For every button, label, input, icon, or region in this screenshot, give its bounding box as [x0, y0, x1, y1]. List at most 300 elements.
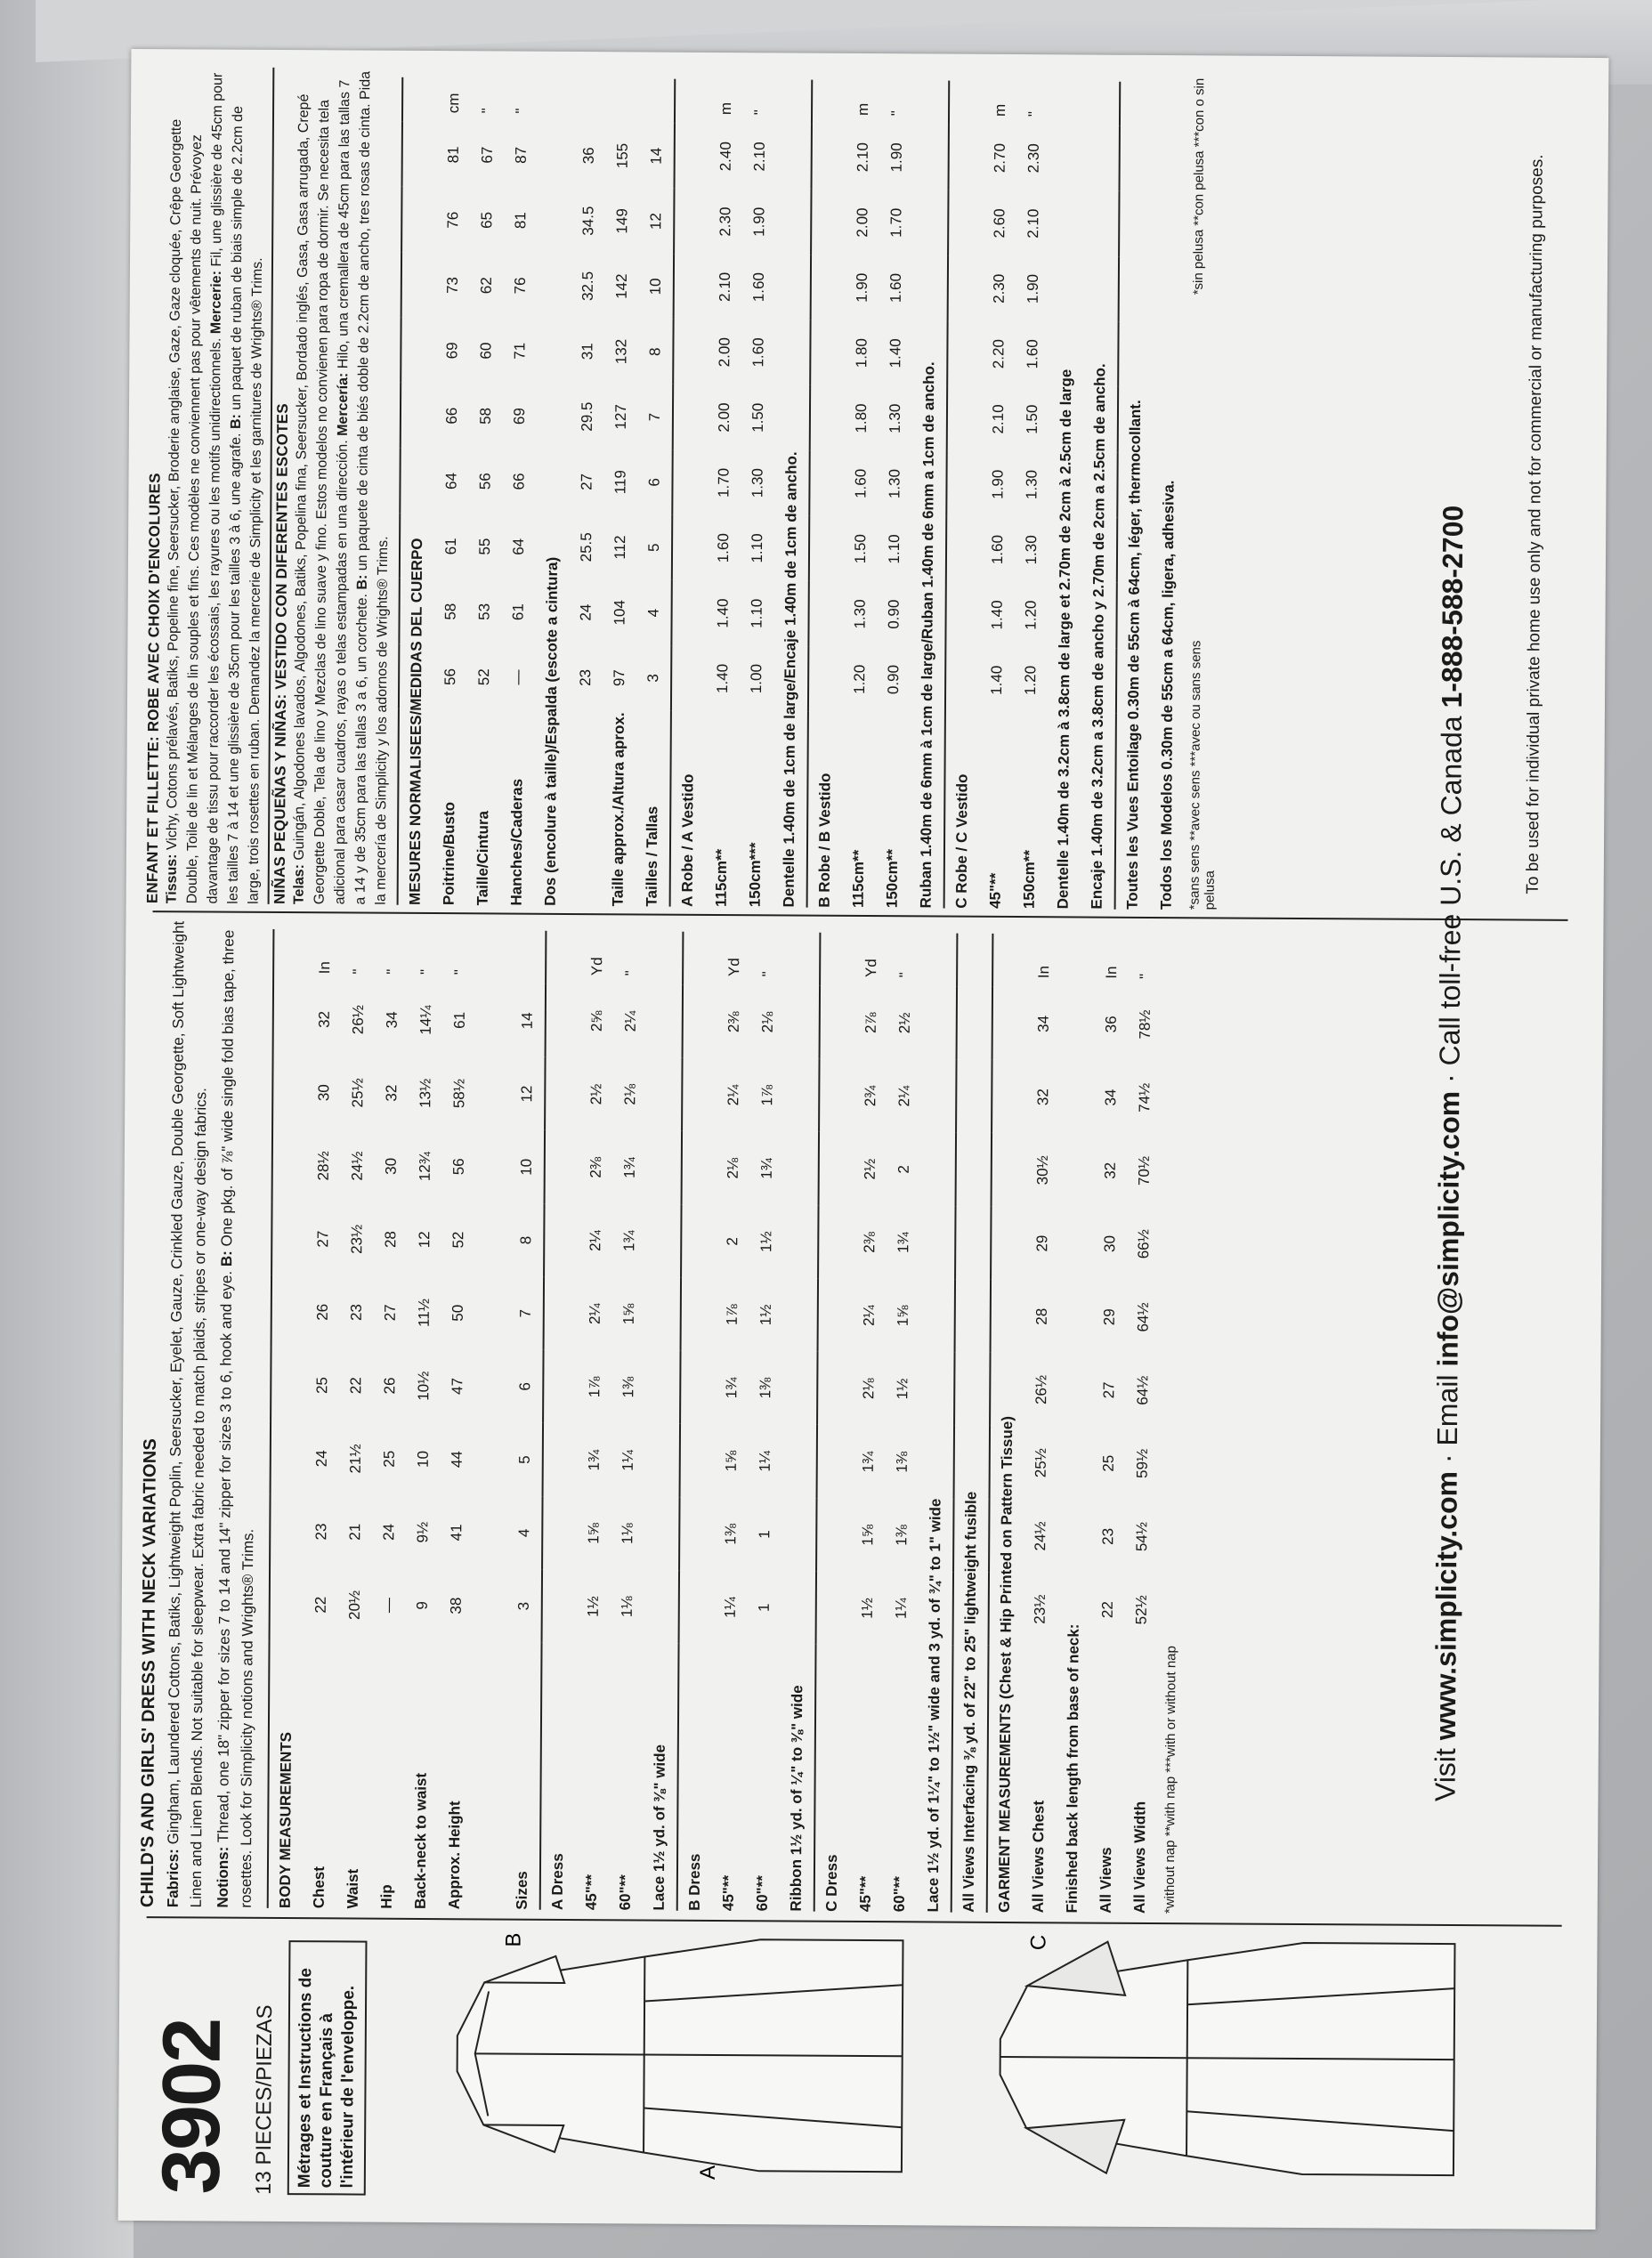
garment-length-row-label: All Views: [1097, 1847, 1115, 1914]
b-dress-row-label: 45"**: [719, 1874, 737, 1912]
body-row-value: 14¼: [417, 1005, 434, 1035]
pattern-number: 3902: [145, 2019, 238, 2195]
c-dress-row-value: 1¾: [895, 1232, 912, 1253]
body-row-value: 41: [448, 1524, 466, 1542]
metric-sizes-row: [636, 78, 676, 906]
robe-c-trim-es-text: Encaje 1.40m de 3.2cm a 3.8cm de ancho y 2.70m de 2cm a 2.5cm de ancho.: [1088, 363, 1109, 910]
robe-b-row-value: 2.00: [854, 207, 871, 238]
envelope-back: [118, 49, 1609, 2230]
b-dress-row-unit: ": [759, 971, 777, 977]
a-dress-row-unit: ": [622, 970, 640, 976]
a-dress-row-value: 1½: [584, 1596, 602, 1617]
robe-a-row-value: 1.10: [748, 598, 765, 628]
c-lace-note-text: Lace 1½ yd. of 1¼" to 1½" wide and 3 yd. of ¾" to 1" wide: [924, 1498, 944, 1913]
a-dress-row-value: 2¼: [621, 1010, 639, 1032]
a-dress-row-value: 2⅛: [621, 1083, 639, 1105]
back-neck-label-text: Dos (encolure à taille)/Espalda (escote a cintura): [541, 556, 561, 906]
spanish-title: NIÑAS PEQUEÑAS Y NIÑAS: VESTIDO CON DIFERENTES ESCOTES: [268, 68, 295, 904]
robe-c-row-unit: ": [1025, 111, 1043, 117]
garment-chest-row-value: 28: [1032, 1307, 1050, 1325]
robe-b-row-value: 1.30: [851, 599, 869, 629]
robe-a-trim-text: Dentelle 1.40m de 1cm de large/Encaje 1.40m de 1cm de ancho.: [780, 451, 800, 908]
body-row-value: 34: [383, 1011, 401, 1029]
garment-length-row-value: 23: [1099, 1527, 1117, 1545]
garment-chest-row-value: 25½: [1032, 1448, 1049, 1478]
body-row-value: 56: [449, 1158, 467, 1176]
back-neck-row-value: 29.5: [578, 401, 596, 432]
back-neck-row-value: 34.5: [579, 206, 597, 236]
b-dress-header-text: B Dress: [677, 932, 718, 1911]
body-row-value: —: [379, 1598, 397, 1614]
spacer: [472, 930, 512, 1909]
robe-b-row-value: 0.90: [885, 599, 903, 629]
robe-b-row-value: 0.90: [885, 664, 903, 695]
sizes-row-unit: [511, 931, 546, 984]
sizes-row-label: Sizes: [513, 1871, 530, 1910]
body-row-label: Hip: [377, 1884, 395, 1909]
robe-c-row-value: 2.30: [990, 273, 1008, 303]
c-dress-row-label: 60"**: [890, 1876, 908, 1913]
body-row-value: 28½: [314, 1151, 332, 1181]
divider: [153, 910, 1568, 921]
metric-sizes-row-value: 4: [644, 608, 662, 618]
robe-b-row-value: 1.30: [886, 403, 904, 433]
b-dress-row-value: 1½: [757, 1231, 775, 1253]
english-column: [138, 919, 1568, 1916]
garment-length-row-value: 22: [1098, 1601, 1116, 1619]
metric-sizes-row-value: 12: [647, 213, 665, 231]
metric-body-row-value: 60: [477, 342, 495, 360]
robe-a-row-label: 150cm***: [746, 842, 765, 908]
body-row-value: 27: [314, 1230, 332, 1248]
robe-b-row-value: 2.10: [854, 142, 871, 173]
usage-notice: To be used for individual private home use only and not for commercial or manufacturing purposes.: [1523, 154, 1547, 894]
height-row-value: 149: [613, 208, 631, 234]
body-row-value: 44: [448, 1451, 466, 1469]
metric-body-row-unit: ": [513, 108, 530, 114]
body-row-value: 26: [313, 1303, 331, 1321]
metric-body-row-label: Taille/Cintura: [474, 810, 492, 906]
height-row-value: 112: [611, 535, 629, 560]
robe-c-row-label: 150cm**: [1020, 849, 1038, 910]
notions-paragraph: [212, 920, 264, 1908]
garment-measurements-header-text: GARMENT MEASUREMENTS (Chest & Hip Printed on Pattern Tissue): [987, 934, 1028, 1913]
robe-b-row-value: 1.90: [887, 142, 905, 173]
b-dress-row-value: 2: [724, 1237, 741, 1246]
sizes-row-value: 14: [518, 1012, 536, 1030]
c-dress-row-value: 2⅜: [861, 1231, 879, 1253]
mercerie-b-label: B:: [228, 414, 244, 430]
body-row-value: 12: [416, 1231, 433, 1249]
b-dress-row-value: 2¼: [725, 1084, 742, 1106]
metric-body-row-value: 76: [511, 277, 529, 295]
metric-sizes-row-value: 10: [646, 278, 664, 295]
garment-length-row-value: 34: [1102, 1089, 1120, 1106]
garment-chest-row-label: All Views Chest: [1029, 1800, 1048, 1914]
body-row-value: 20½: [345, 1590, 363, 1621]
garment-width-row-value: 66½: [1135, 1229, 1153, 1259]
metric-body-row-value: 61: [442, 538, 460, 555]
robe-c-row-value: 2.30: [1024, 143, 1042, 174]
robe-c-row-label: 45"**: [986, 872, 1004, 909]
robe-c-trim-es: [1081, 82, 1121, 910]
a-dress-row-value: 2¼: [586, 1303, 603, 1325]
b-dress-row-value: 1⅜: [722, 1523, 740, 1545]
body-row-value: 24: [312, 1450, 330, 1468]
garment-chest-row-value: 32: [1034, 1089, 1052, 1106]
body-row-value: 61: [450, 1011, 468, 1029]
b-dress-row-value: 2⅜: [725, 1011, 742, 1033]
robe-c-row-value: 1.60: [988, 534, 1007, 565]
garment-chest-row-value: 23½: [1031, 1594, 1049, 1624]
robe-c-row-value: 1.50: [1023, 404, 1041, 434]
english-footnote: *without nap **with nap ***with or without nap: [1162, 1646, 1179, 1914]
robe-b-row-value: 1.60: [887, 272, 904, 303]
robe-b-row: [876, 80, 915, 908]
back-neck-row-value: 32.5: [579, 271, 596, 302]
body-row-value: 52: [449, 1231, 467, 1249]
body-row-value: 23: [312, 1523, 330, 1541]
b-dress-row-value: 1: [756, 1530, 773, 1539]
spacer-text: [472, 930, 512, 1909]
view-label-b: B: [501, 1932, 526, 1947]
a-dress-row-value: 2⅜: [587, 1156, 604, 1178]
robe-c-row-value: 1.40: [988, 600, 1006, 630]
garment-chest-row-unit: In: [1035, 965, 1053, 979]
garment-chest-row-value: 34: [1034, 1015, 1052, 1032]
metric-body-row-value: 66: [510, 473, 528, 490]
interfacing-es: [1150, 82, 1189, 910]
body-row-value: 30: [382, 1157, 400, 1175]
mercerie-b-text: un paquet de ruban de biais simple de 2.2cm de large, trois rosettes en ruban. Demandez la mercerie de Simplicity et les garnitures de Wrights® Trims.: [228, 106, 266, 904]
body-row-label: Waist: [344, 1868, 361, 1909]
metric-body-row-label: Poitrine/Busto: [440, 801, 458, 906]
b-dress-row-value: 1¼: [721, 1597, 739, 1618]
merceria-b-label: B:: [354, 574, 370, 590]
metric-sizes-row-label: Tailles / Tallas: [643, 805, 661, 907]
robe-c-row-value: 1.90: [1024, 273, 1041, 304]
metric-sizes-row-value: 5: [645, 543, 663, 553]
c-lace-note: [917, 933, 958, 1912]
robe-a-row-value: 2.10: [716, 271, 733, 303]
a-lace-note: [643, 932, 684, 1911]
metric-body-row-unit: ": [479, 108, 497, 114]
body-row-value: 28: [382, 1231, 400, 1249]
a-dress-row-value: 1¼: [619, 1449, 636, 1471]
c-dress-row-value: 1⅝: [894, 1305, 911, 1327]
garment-length-row-unit: In: [1103, 966, 1121, 979]
phone-prefix: · Call toll-free U.S. & Canada: [1433, 708, 1468, 1091]
body-row-value: 23½: [348, 1224, 366, 1254]
garment-width-row-value: 64½: [1134, 1302, 1152, 1332]
robe-b-row-value: 1.40: [887, 338, 904, 368]
garment-length-row-value: 32: [1101, 1161, 1119, 1179]
robe-a-trim: [773, 79, 813, 907]
metric-body-row-value: 58: [476, 407, 495, 425]
robe-b-row-value: 1.60: [852, 468, 870, 498]
phone-number: 1-888-588-2700: [1435, 505, 1470, 708]
metric-sizes-row-value: 6: [645, 478, 663, 487]
english-yardage-table: [267, 929, 1163, 1914]
back-neck-row-value: 24: [577, 603, 595, 621]
body-row-label: Chest: [310, 1865, 328, 1909]
metric-measurements-header-text: MESURES NORMALISEES/MEDIDAS DEL CUERPO: [398, 77, 438, 905]
merceria-b-text: un paquete de cinta de biés doble de 2.2cm de ancho, tres rosas de cinta. Pida la mercería de Simplicity y los adornos de Wrights® Trims.: [354, 70, 392, 905]
a-dress-header-text: A Dress: [540, 931, 581, 1910]
interfacing-fr: [1115, 82, 1155, 910]
robe-a-row-value: 2.10: [750, 142, 768, 172]
back-neck-row-value: 23: [577, 668, 595, 686]
english-title: CHILD'S AND GIRLS' DRESS WITH NECK VARIATIONS: [137, 1437, 160, 1908]
metric-sizes-row-value: 7: [645, 412, 663, 422]
body-row-value: 10: [414, 1450, 432, 1468]
body-row-value: 22: [312, 1596, 329, 1614]
height-row-value: 132: [612, 338, 630, 365]
c-dress-row-unit: ": [896, 972, 914, 978]
robe-a-row-value: 1.60: [749, 337, 767, 368]
robe-a-row-value: 1.10: [748, 533, 766, 563]
metric-body-row-value: 67: [478, 146, 496, 164]
body-row-value: 9: [413, 1601, 431, 1610]
body-row: [438, 930, 478, 1909]
email-link[interactable]: info@simplicity.com: [1431, 1090, 1466, 1367]
c-dress-row-value: 2⅛: [860, 1378, 878, 1400]
c-dress-row-value: 2¼: [895, 1085, 913, 1107]
b-ribbon-note-text: Ribbon 1½ yd. of ¼" to ⅜" wide: [787, 1685, 806, 1912]
garment-length-row-value: 30: [1101, 1234, 1119, 1253]
back-neck-row-value: 27: [578, 473, 595, 490]
robe-a-row-value: 1.70: [715, 467, 733, 498]
back-neck-row-value: 36: [579, 147, 597, 165]
sizes-row-value: 7: [516, 1308, 534, 1318]
a-dress-row-value: 2¼: [587, 1230, 604, 1251]
a-dress-row-value: 1⅛: [619, 1523, 636, 1544]
a-dress-row: [609, 931, 649, 1910]
c-dress-row-value: 1⅜: [893, 1525, 911, 1546]
a-dress-row-value: 1¾: [620, 1230, 638, 1252]
metric-body-row-label: Hanches/Caderas: [507, 778, 526, 906]
email-prefix: · Email: [1430, 1366, 1464, 1472]
body-row-value: 32: [383, 1084, 401, 1102]
back-neck-row-label: [568, 710, 603, 906]
robe-a-row-value: 1.60: [749, 272, 767, 303]
robe-a-row-value: 1.90: [750, 206, 768, 237]
metric-body-row-value: 52: [475, 668, 493, 686]
metric-body-row: [433, 77, 472, 905]
robe-a-row-value: 2.30: [717, 206, 734, 237]
c-dress-row-value: 1¾: [859, 1451, 877, 1473]
robe-c-row-value: 1.60: [1024, 339, 1041, 369]
metric-body-row-value: —: [509, 669, 527, 685]
height-row-label: Taille approx./Altura aprox.: [609, 712, 628, 907]
robe-a-row: [705, 79, 744, 907]
robe-b-row-label: 150cm**: [883, 848, 901, 909]
garment-width-row: [1123, 935, 1163, 1914]
metric-body-row-value: 64: [442, 472, 460, 490]
robe-b-row-value: 1.80: [853, 338, 871, 368]
robe-c-row: [979, 81, 1018, 909]
metric-body-row-value: 76: [444, 211, 462, 229]
body-row-unit: ": [350, 968, 368, 975]
interfacing-fr-text: Toutes les Vues Entoilage 0.30m de 55cm à 64cm, léger, thermocollant.: [1115, 82, 1155, 910]
c-dress-row-value: 2½: [895, 1012, 913, 1034]
robe-b-row-value: 1.70: [887, 207, 905, 238]
c-dress-row-label: 45"**: [856, 1875, 874, 1913]
height-row-value: 104: [611, 600, 628, 626]
metric-body-row-value: 53: [475, 603, 493, 620]
body-row-value: 25: [380, 1450, 398, 1468]
b-dress-row-label: 60"**: [753, 1875, 771, 1912]
body-row-unit: ": [384, 968, 401, 975]
robe-b-row-value: 1.90: [853, 272, 871, 303]
robe-a-row-value: 1.00: [748, 663, 765, 694]
b-dress-row-value: 1⅞: [723, 1304, 741, 1326]
metric-body-row-value: 81: [444, 146, 462, 164]
metric-body-row-value: 55: [476, 538, 494, 555]
fabrics-label: Fabrics:: [164, 1849, 182, 1908]
body-measurements-header-text: BODY MEASUREMENTS: [268, 929, 309, 1908]
notions-b-label: B:: [218, 1250, 236, 1267]
sizes-row-value: 5: [515, 1455, 533, 1464]
robe-b-row-unit: ": [888, 110, 906, 117]
garment-width-row-value: 64½: [1134, 1375, 1152, 1405]
a-dress-row-value: 1⅝: [585, 1522, 603, 1544]
body-row-value: 12¾: [416, 1151, 433, 1182]
body-row-value: 22: [347, 1377, 365, 1395]
back-neck-row-unit: [572, 78, 606, 123]
b-dress-row-value: 1¼: [756, 1450, 773, 1472]
body-row-value: 13½: [417, 1078, 434, 1108]
robe-a-row-unit: m: [717, 101, 735, 116]
garment-width-row-value: 54½: [1133, 1521, 1151, 1552]
robe-b-row: [842, 80, 881, 908]
a-dress-row-value: 2½: [587, 1083, 605, 1105]
body-row-value: 21: [346, 1523, 364, 1541]
b-dress-row-unit: Yd: [725, 958, 743, 977]
height-row-value: 142: [612, 273, 630, 299]
fabrics-paragraph: [162, 919, 215, 1907]
garment-width-row-value: 74½: [1136, 1082, 1154, 1113]
back-neck-row-value: 31: [579, 343, 596, 360]
robe-b-header-text: B Robe / B Vestido: [807, 80, 847, 908]
body-row-unit: ": [417, 968, 435, 975]
metric-body-row-unit: cm: [445, 93, 463, 114]
garment-measurements-header: [987, 934, 1028, 1913]
body-row-value: 38: [447, 1597, 465, 1615]
merceria-text: Hilo, una cremallera de 45cm para las tallas 7 a 14 y de 35cm para las tallas 3 a 6, un corchete.: [336, 79, 370, 905]
b-dress-row-value: 1⅜: [757, 1377, 774, 1399]
a-dress-row-unit: Yd: [588, 957, 606, 976]
c-dress-row-value: 1½: [858, 1598, 876, 1619]
robe-a-header: [670, 79, 710, 907]
a-dress-header: [540, 931, 581, 1910]
robe-a-row-value: 2.00: [715, 402, 733, 433]
body-row-value: 32: [315, 1010, 333, 1028]
website-link[interactable]: www.simplicity.com: [1429, 1470, 1463, 1741]
metric-body-row: [466, 77, 506, 905]
robe-a-row-value: 1.40: [714, 663, 732, 693]
height-row-value: 97: [611, 669, 628, 687]
robe-c-header: [944, 81, 984, 909]
c-dress-row-value: 2⅞: [862, 1012, 879, 1034]
view-label-a: A: [695, 2165, 720, 2181]
b-dress-row-value: 1¾: [723, 1377, 741, 1399]
height-row-unit: [606, 78, 640, 123]
robe-b-row-unit: m: [854, 102, 872, 117]
robe-b-trim: [910, 80, 950, 908]
c-dress-row-value: 2¼: [860, 1305, 878, 1326]
b-dress-row-value: 1⅞: [758, 1084, 776, 1106]
dress-illustrations: [421, 1920, 1580, 2212]
garment-chest-row-value: 26½: [1032, 1374, 1050, 1405]
a-lace-note-text: Lace 1½ yd. of ⅜" wide: [650, 1744, 668, 1911]
a-dress-row-value: 1⅛: [618, 1596, 636, 1618]
robe-b-row-value: 1.10: [885, 534, 903, 564]
robe-c-header-text: C Robe / C Vestido: [944, 81, 984, 909]
c-dress-row-value: 2¾: [862, 1085, 879, 1107]
body-row-value: 47: [449, 1377, 466, 1395]
robe-c-row-value: 1.90: [989, 469, 1007, 499]
mercerie-label: Mercerie:: [208, 271, 224, 335]
garment-chest-row-value: 30½: [1033, 1155, 1051, 1186]
robe-a-row-value: 1.40: [714, 598, 732, 628]
b-dress-row-value: 2⅛: [724, 1157, 741, 1179]
robe-c-trim-fr: [1047, 81, 1086, 909]
footnote-french: *sans sens **avec sens ***avec ou sans sens: [1186, 640, 1204, 910]
robe-a-row: [739, 79, 778, 907]
garment-width-row-unit: ": [1137, 973, 1154, 979]
robe-a-row-unit: ": [751, 109, 769, 116]
c-dress-row-value: 2: [895, 1165, 912, 1174]
garment-length-row-value: 29: [1100, 1308, 1118, 1326]
robe-b-trim-text: Ruban 1.40m de 6mm à 1cm de large/Ruban 1.40m de 6mm a 1cm de ancho.: [917, 361, 938, 909]
notions-label: Notions:: [214, 1846, 232, 1908]
telas-text: Guingán, Algodones lavados, Algodones, Batiks, Popelina fina, Seersucker, Bordado inglés, Gasa, Gasa arrugada, Crepé Georgette Doble, Tela de lino y Mezclas de lino suave y fino. Estos modelos no convienen para ropa de dormir. Se necesita tela adicional para casar cuadros, rayas o telas estampadas en una dirección.: [291, 93, 351, 905]
robe-c-row-value: 1.30: [1022, 535, 1041, 565]
metric-body-row-value: 65: [478, 211, 496, 229]
robe-c-row-unit: m: [992, 103, 1009, 117]
body-row-value: 11½: [415, 1299, 433, 1327]
sizes-row-value: 6: [516, 1382, 534, 1391]
metric-body-row-value: 56: [441, 668, 459, 686]
robe-b-row-label: 115cm**: [849, 849, 867, 909]
c-dress-row-value: 1¼: [892, 1598, 910, 1620]
body-row-label: Approx. Height: [445, 1801, 464, 1910]
body-row-value: 26½: [349, 1005, 367, 1035]
metric-yardage-table: [397, 77, 1189, 910]
body-row-value: 9½: [414, 1521, 432, 1543]
sizes-row-value: 4: [515, 1528, 533, 1538]
sizes-row: [506, 931, 547, 1910]
sizes-row-value: 12: [518, 1085, 536, 1103]
body-row-value: 25½: [349, 1078, 367, 1108]
telas-paragraph: [289, 68, 397, 905]
c-dress-row-value: 1⅜: [893, 1451, 911, 1473]
metric-body-row: [500, 78, 539, 906]
metric-body-row-value: 61: [509, 603, 527, 621]
metric-sizes-row-value: 8: [646, 347, 664, 357]
metric-body-row-value: 69: [510, 408, 529, 425]
c-dress-row-value: 2½: [861, 1158, 879, 1180]
robe-c-row-value: 2.10: [989, 404, 1008, 434]
body-row-value: 50: [449, 1304, 466, 1322]
notions-b-text: One pkg. of ⅞" wide single fold bias tape, three rosettes. Look for Simplicity notions and Wrights® Trims.: [218, 929, 257, 1908]
garment-width-row-value: 59½: [1133, 1448, 1151, 1478]
tissus-paragraph: [162, 67, 270, 904]
height-row-value: 119: [611, 470, 629, 495]
metric-body-row-value: 71: [511, 342, 529, 360]
robe-a-row-value: 2.00: [716, 337, 733, 368]
